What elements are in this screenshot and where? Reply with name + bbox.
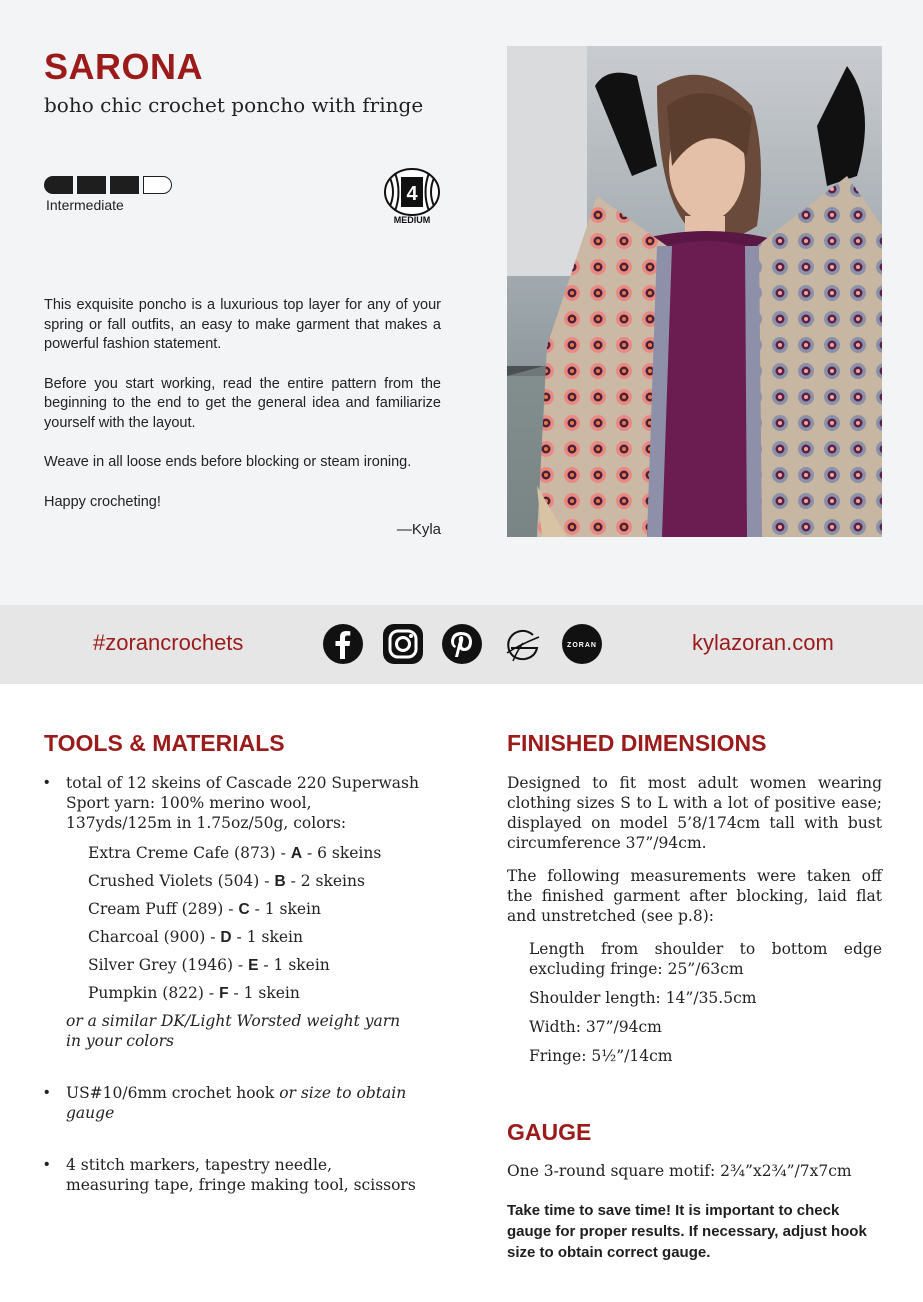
alt-yarn-note: or a similar DK/Light Worsted weight yarn in your colors xyxy=(66,1012,401,1050)
skill-segment-filled xyxy=(77,176,106,194)
color-item: Crushed Violets (504) - B - 2 skeins xyxy=(88,872,365,890)
gauge-heading: GAUGE xyxy=(507,1119,592,1145)
model-photo xyxy=(507,46,882,537)
intro-paragraph: This exquisite poncho is a luxurious top layer for any of your spring or fall outfits, an easy to make garment that makes a powerful fashion statement. xyxy=(44,297,441,352)
hook-note: or size to obtain gauge xyxy=(66,1084,407,1122)
zoran-logo-text: ZORAN xyxy=(567,642,597,649)
yarn-weight-label: MEDIUM xyxy=(393,215,431,225)
skill-segment-empty xyxy=(143,176,172,194)
color-item: Pumpkin (822) - F - 1 skein xyxy=(88,984,300,1002)
signature: —Kyla xyxy=(396,521,441,538)
hashtag[interactable]: #zorancrochets xyxy=(93,630,244,655)
dimensions-paragraph: Designed to fit most adult women wearing clothing sizes S to L with a lot of positive ease; displayed on model 5’8/174cm tall with bust circumference 37”/94cm. xyxy=(507,774,882,852)
dimensions-text xyxy=(507,773,882,1075)
color-list xyxy=(44,843,419,1004)
gauge-motif: One 3-round square motif: 2¾”x2¾”/7x7cm xyxy=(507,1162,852,1180)
website-link[interactable]: kylazoran.com xyxy=(692,630,834,655)
instagram-icon[interactable] xyxy=(382,623,424,665)
facebook-icon[interactable] xyxy=(322,623,364,665)
color-item: Cream Puff (289) - C - 1 skein xyxy=(88,900,321,918)
hook-item xyxy=(44,1083,419,1123)
color-item: Charcoal (900) - D - 1 skein xyxy=(88,928,303,946)
tools-list xyxy=(44,773,419,1195)
measurement-fringe: Fringe: 5½”/14cm xyxy=(529,1047,673,1065)
gauge-note: Take time to save time! It is important to check gauge for proper results. If necessary, adjust hook size to obtain correct gauge. xyxy=(507,1202,867,1261)
skill-segment-filled xyxy=(44,176,73,194)
intro-paragraph: Before you start working, read the entire pattern from the beginning to the end to get the general idea and familiarize yourself with the layout. xyxy=(44,375,441,431)
intro-text xyxy=(44,296,441,532)
hook-description: US#10/6mm crochet hook xyxy=(66,1084,280,1102)
page-subtitle: boho chic crochet poncho with fringe xyxy=(44,93,424,117)
color-item: Silver Grey (1946) - E - 1 skein xyxy=(88,956,330,974)
tools-heading: TOOLS & MATERIALS xyxy=(44,730,285,756)
measurement-length: Length from shoulder to bottom edge excluding fringe: 25”/63cm xyxy=(529,940,882,978)
page-title: SARONA xyxy=(44,46,204,87)
etsy-swirl-icon[interactable] xyxy=(501,623,543,665)
measurement-shoulder: Shoulder length: 14”/35.5cm xyxy=(529,989,757,1007)
intro-paragraph: Happy crocheting! xyxy=(44,493,161,510)
notions-item xyxy=(44,1155,419,1195)
pinterest-icon[interactable] xyxy=(441,623,483,665)
skill-level-label: Intermediate xyxy=(46,197,124,213)
dimensions-heading: FINISHED DIMENSIONS xyxy=(507,730,767,756)
yarn-weight-number: 4 xyxy=(406,183,418,205)
dimensions-paragraph: The following measurements were taken off the finished garment after blocking, laid flat and unstretched (see p.8): xyxy=(507,867,882,925)
measurement-width: Width: 37”/94cm xyxy=(529,1018,662,1036)
notions-description: 4 stitch markers, tapestry needle, measuring tape, fringe making tool, scissors xyxy=(66,1156,416,1194)
color-item: Extra Creme Cafe (873) - A - 6 skeins xyxy=(88,844,382,862)
yarn-weight-icon xyxy=(382,168,442,226)
skill-segment-filled xyxy=(110,176,139,194)
yarn-description: total of 12 skeins of Cascade 220 Superwash Sport yarn: 100% merino wool, 137yds/125m in 1.75oz/50g, colors: xyxy=(66,774,419,832)
yarn-item xyxy=(44,773,419,833)
intro-paragraph: Weave in all loose ends before blocking or steam ironing. xyxy=(44,454,412,470)
skill-level-meter xyxy=(44,176,172,194)
zoran-logo-icon[interactable] xyxy=(561,623,603,665)
